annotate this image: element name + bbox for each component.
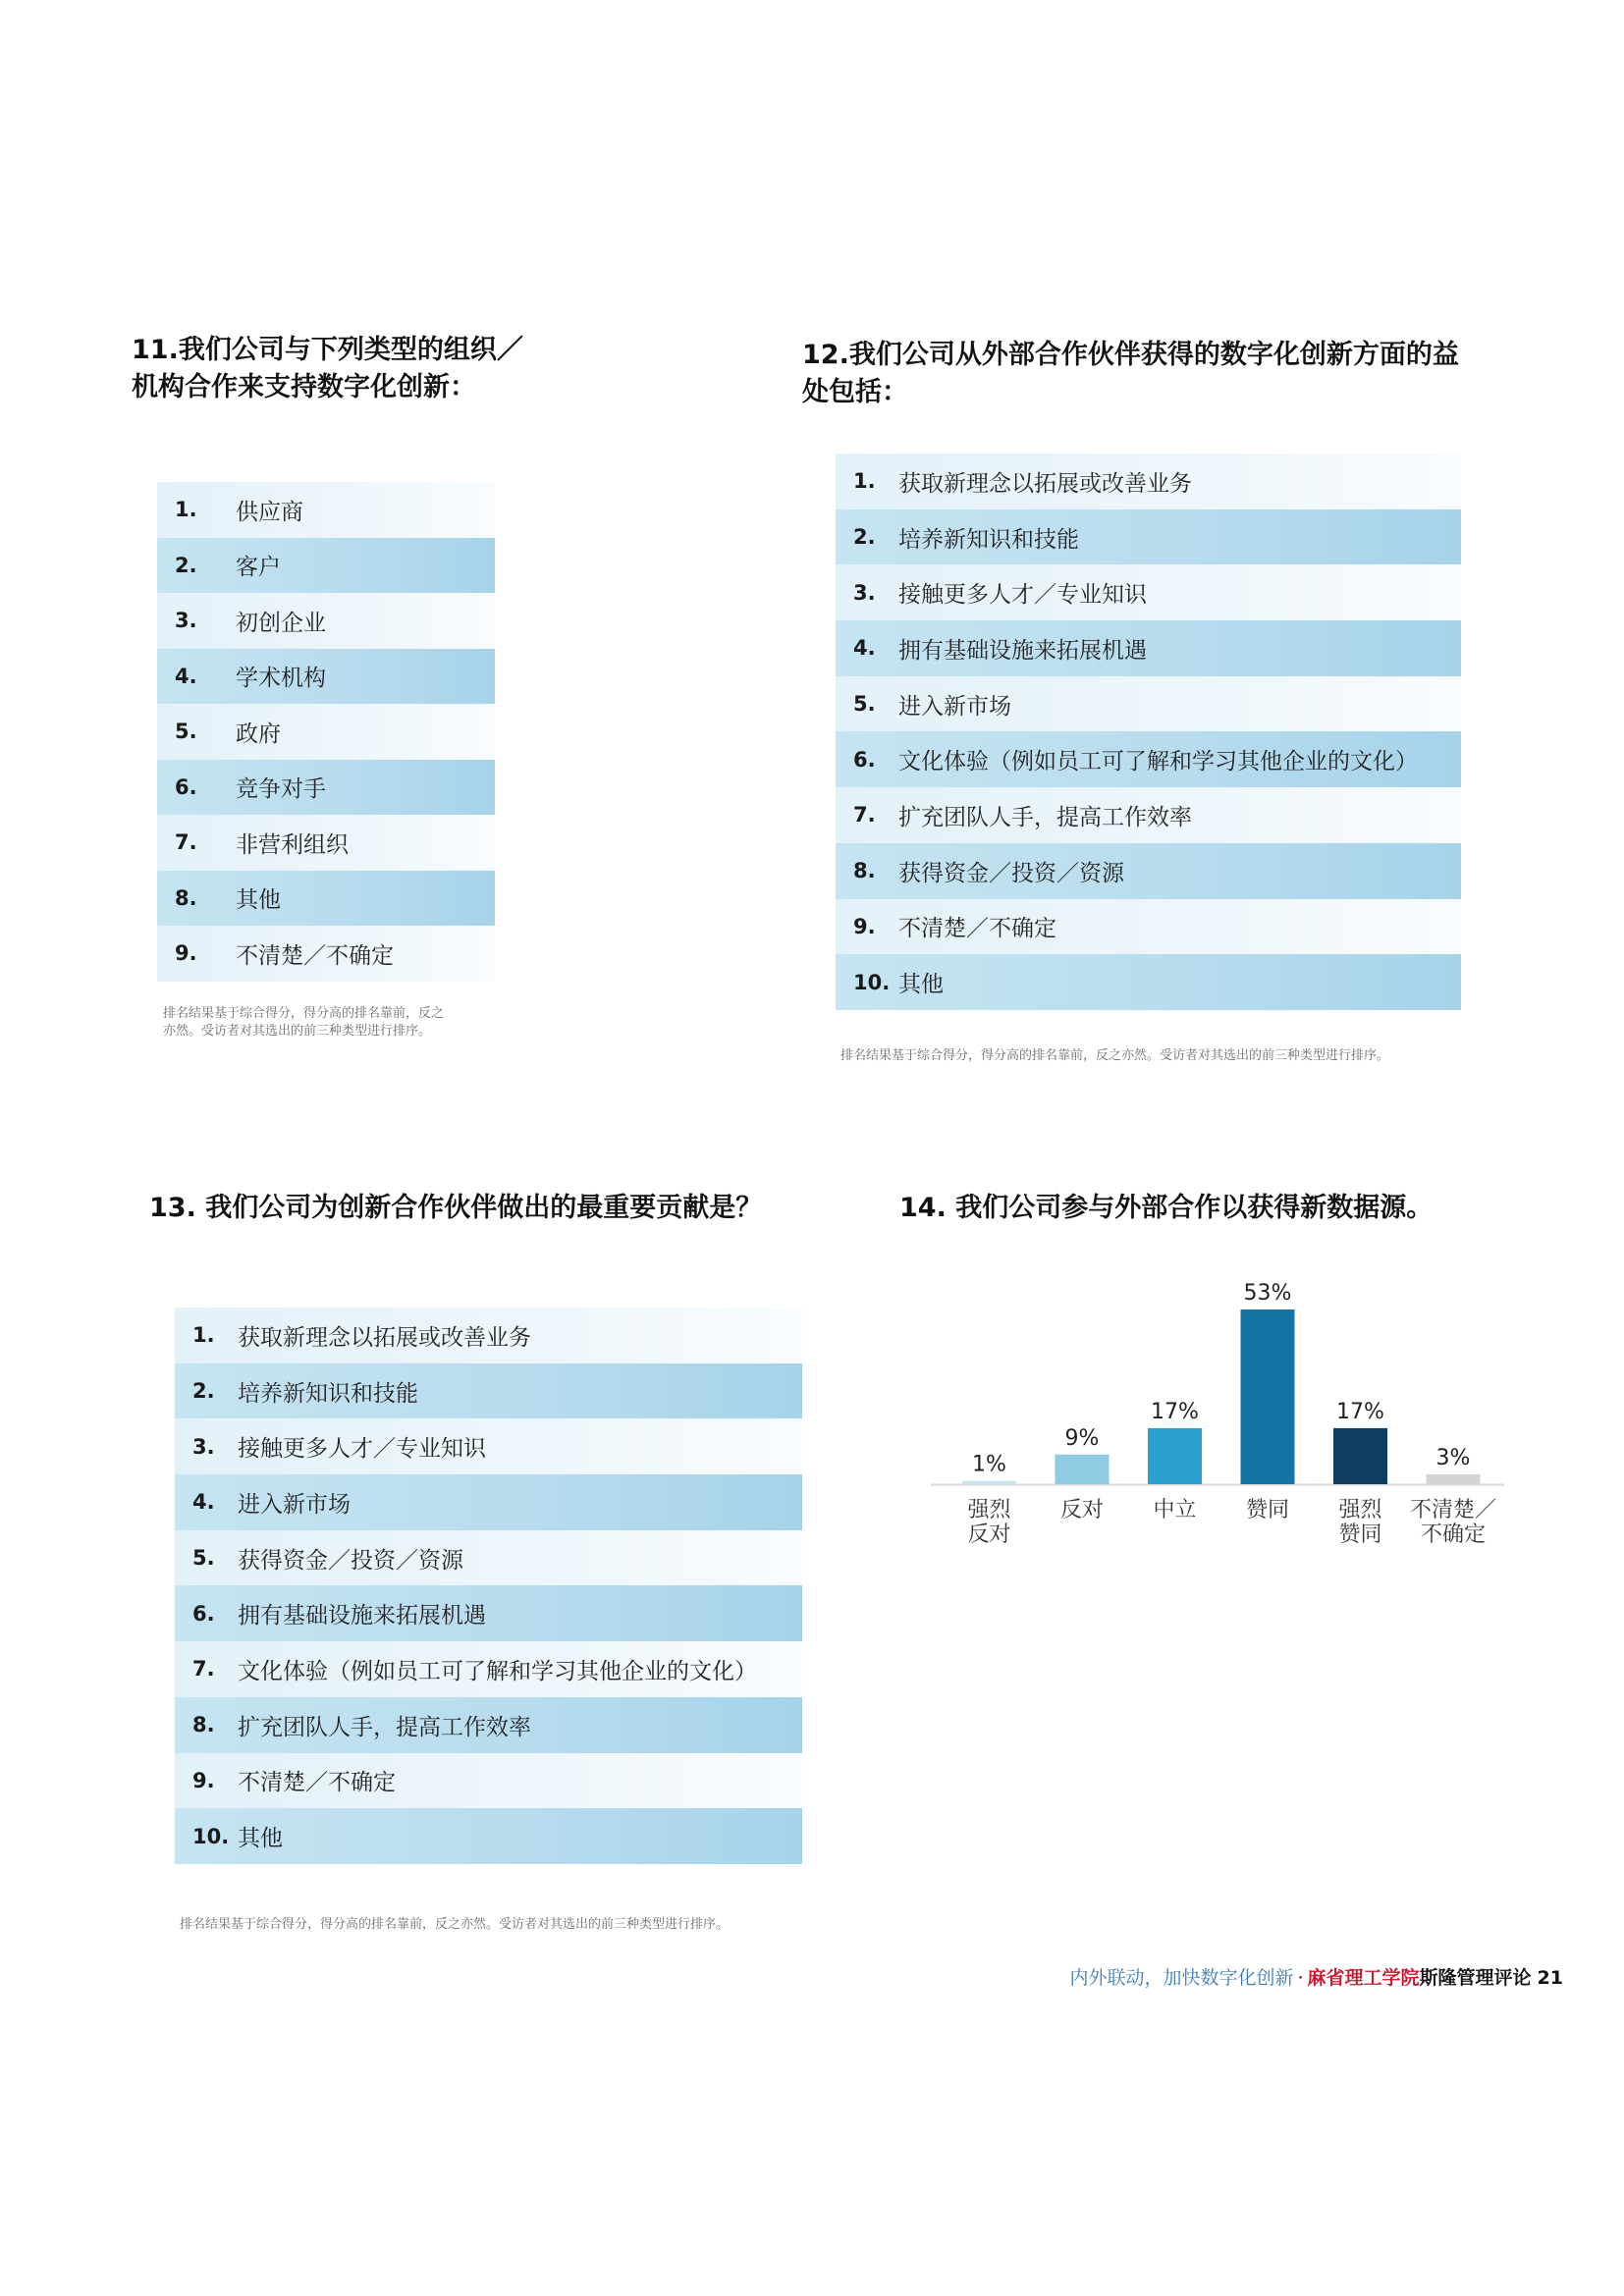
rank-number: 4. <box>175 664 197 688</box>
footer-report-title: 内外联动，加快数字化创新 <box>1069 1967 1294 1989</box>
rank-label: 进入新市场 <box>238 1491 351 1518</box>
q11-title-line1: 11.我们公司与下列类型的组织／ <box>132 335 523 365</box>
rank-number: 4. <box>192 1490 215 1515</box>
rank-number: 8. <box>175 885 197 910</box>
bar-value-label: 3% <box>1435 1445 1471 1470</box>
q13-ranking-list <box>175 1308 802 1864</box>
rank-label: 其他 <box>898 972 944 998</box>
rank-label: 不清楚／不确定 <box>898 916 1056 942</box>
footer-mit: 麻省理工学院 <box>1307 1967 1420 1989</box>
rank-number: 2. <box>175 553 197 577</box>
category-label: 反对 <box>967 1522 1011 1547</box>
q11-rank-row <box>157 760 495 816</box>
rank-number: 1. <box>853 469 876 494</box>
rank-number: 6. <box>192 1601 215 1626</box>
category-label: 不清楚／ <box>1409 1498 1497 1522</box>
rank-label: 接触更多人才／专业知识 <box>898 582 1147 609</box>
q11-title <box>132 332 523 406</box>
q11-ranking-list <box>157 482 495 982</box>
bar-value-label: 9% <box>1064 1425 1100 1451</box>
rank-number: 4. <box>853 636 876 661</box>
category-label: 赞同 <box>1338 1522 1382 1547</box>
rank-number: 9. <box>175 941 197 966</box>
q13-rank-row <box>175 1585 802 1641</box>
rank-number: 7. <box>192 1657 215 1682</box>
bar-3 <box>1241 1309 1295 1484</box>
category-label: 赞同 <box>1245 1498 1290 1522</box>
q12-title-line1: 12.我们公司从外部合作伙伴获得的数字化创新方面的益 <box>802 340 1459 370</box>
q12-rank-row <box>836 509 1461 565</box>
bar-value-label: 1% <box>972 1452 1006 1477</box>
category-label: 强烈 <box>967 1498 1011 1522</box>
q13-rank-row <box>175 1474 802 1530</box>
q11-rank-row <box>157 871 495 927</box>
q14-title-text: 14. 我们公司参与外部合作以获得新数据源。 <box>899 1193 1434 1223</box>
category-label: 强烈 <box>1338 1498 1382 1522</box>
category-label: 反对 <box>1059 1498 1105 1522</box>
q13-rank-row <box>175 1363 802 1419</box>
rank-number: 9. <box>192 1768 215 1792</box>
q13-rank-row <box>175 1697 802 1753</box>
page-footer <box>1069 1963 1563 1990</box>
bar-value-label: 17% <box>1151 1399 1199 1424</box>
q11-rank-row <box>157 649 495 705</box>
rank-label: 不清楚／不确定 <box>238 1770 396 1796</box>
rank-number: 9. <box>853 914 876 938</box>
rank-number: 6. <box>853 747 876 772</box>
q11-rank-row <box>157 538 495 594</box>
q11-rank-row <box>157 704 495 760</box>
bar-1 <box>1056 1455 1110 1484</box>
q14-title <box>899 1190 1433 1227</box>
rank-label: 拥有基础设施来拓展机遇 <box>238 1603 486 1629</box>
rank-number: 7. <box>175 830 197 855</box>
rank-label: 初创企业 <box>236 610 326 636</box>
rank-label: 获得资金／投资／资源 <box>238 1547 463 1574</box>
q12-rank-row <box>836 899 1461 955</box>
q12-footnote: 排名结果基于综合得分，得分高的排名靠前，反之亦然。受访者对其选出的前三种类型进行排序。 <box>840 1048 1390 1063</box>
footer-smr: 斯隆管理评论 <box>1419 1967 1532 1989</box>
q13-rank-row <box>175 1753 802 1809</box>
rank-number: 5. <box>192 1546 215 1571</box>
page-number: 21 <box>1537 1967 1563 1989</box>
rank-label: 进入新市场 <box>898 693 1011 720</box>
category-label: 中立 <box>1153 1498 1197 1522</box>
q12-rank-row <box>836 843 1461 899</box>
q13-footnote: 排名结果基于综合得分，得分高的排名靠前，反之亦然。受访者对其选出的前三种类型进行排序。 <box>180 1917 730 1932</box>
q11-rank-row <box>157 926 495 982</box>
rank-label: 客户 <box>236 555 281 581</box>
q11-rank-row <box>157 815 495 871</box>
rank-label: 获取新理念以拓展或改善业务 <box>238 1324 531 1351</box>
bar-2 <box>1148 1428 1202 1484</box>
rank-label: 培养新知识和技能 <box>898 526 1079 553</box>
rank-number: 5. <box>175 720 197 744</box>
q11-rank-row <box>157 593 495 649</box>
q12-rank-row <box>836 731 1461 787</box>
bar-0 <box>962 1481 1016 1484</box>
rank-label: 扩充团队人手，提高工作效率 <box>238 1714 531 1740</box>
rank-label: 文化体验（例如员工可了解和学习其他企业的文化） <box>238 1658 757 1684</box>
rank-number: 3. <box>192 1434 215 1459</box>
rank-number: 2. <box>853 525 876 550</box>
rank-label: 不清楚／不确定 <box>236 942 394 969</box>
q11-footnote <box>163 1005 444 1041</box>
rank-label: 培养新知识和技能 <box>238 1380 418 1407</box>
q12-rank-row <box>836 787 1461 843</box>
rank-label: 文化体验（例如员工可了解和学习其他企业的文化） <box>898 749 1418 775</box>
rank-label: 接触更多人才／专业知识 <box>238 1436 486 1463</box>
rank-number: 6. <box>175 774 197 799</box>
rank-number: 3. <box>853 580 876 605</box>
q13-title-text: 13. 我们公司为创新合作伙伴做出的最重要贡献是？ <box>149 1193 763 1223</box>
q12-title-line2: 处包括： <box>802 377 908 407</box>
rank-label: 政府 <box>236 721 281 747</box>
rank-label: 非营利组织 <box>236 831 349 858</box>
rank-label: 拥有基础设施来拓展机遇 <box>898 637 1147 664</box>
q13-rank-row <box>175 1808 802 1864</box>
rank-number: 1. <box>192 1323 215 1348</box>
rank-number: 10. <box>192 1824 230 1848</box>
rank-number: 1. <box>175 498 197 522</box>
q14-bar-chart <box>923 1266 1512 1580</box>
q13-rank-row <box>175 1641 802 1697</box>
q11-footnote-line2: 亦然。受访者对其选出的前三种类型进行排序。 <box>163 1024 432 1039</box>
rank-label: 供应商 <box>236 499 303 525</box>
rank-label: 竞争对手 <box>236 776 326 803</box>
q13-title <box>149 1190 762 1227</box>
rank-label: 获得资金／投资／资源 <box>898 860 1124 886</box>
q11-title-line2: 机构合作来支持数字化创新： <box>132 372 476 402</box>
q12-rank-row <box>836 564 1461 620</box>
footer-separator: · <box>1297 1967 1304 1989</box>
rank-number: 7. <box>853 803 876 828</box>
rank-label: 其他 <box>238 1826 283 1852</box>
bar-value-label: 53% <box>1243 1281 1292 1306</box>
rank-number: 3. <box>175 609 197 633</box>
rank-number: 8. <box>853 859 876 883</box>
rank-number: 5. <box>853 692 876 717</box>
rank-label: 其他 <box>236 887 281 914</box>
q12-ranking-list <box>836 454 1461 1010</box>
q11-footnote-line1: 排名结果基于综合得分，得分高的排名靠前，反之 <box>163 1006 445 1021</box>
q13-rank-row <box>175 1308 802 1363</box>
q12-rank-row <box>836 454 1461 509</box>
q12-rank-row <box>836 676 1461 732</box>
rank-number: 2. <box>192 1379 215 1404</box>
q12-title <box>802 337 1459 411</box>
rank-label: 学术机构 <box>236 666 326 692</box>
q12-rank-row <box>836 620 1461 676</box>
q12-rank-row <box>836 954 1461 1010</box>
bar-value-label: 17% <box>1336 1399 1384 1424</box>
q11-rank-row <box>157 482 495 538</box>
category-label: 不确定 <box>1420 1522 1487 1547</box>
bar-5 <box>1427 1474 1481 1484</box>
rank-label: 获取新理念以拓展或改善业务 <box>898 470 1192 497</box>
bar-4 <box>1333 1428 1387 1484</box>
q13-rank-row <box>175 1418 802 1474</box>
q13-rank-row <box>175 1530 802 1586</box>
rank-number: 10. <box>853 970 891 994</box>
rank-label: 扩充团队人手，提高工作效率 <box>898 804 1192 830</box>
rank-number: 8. <box>192 1713 215 1737</box>
